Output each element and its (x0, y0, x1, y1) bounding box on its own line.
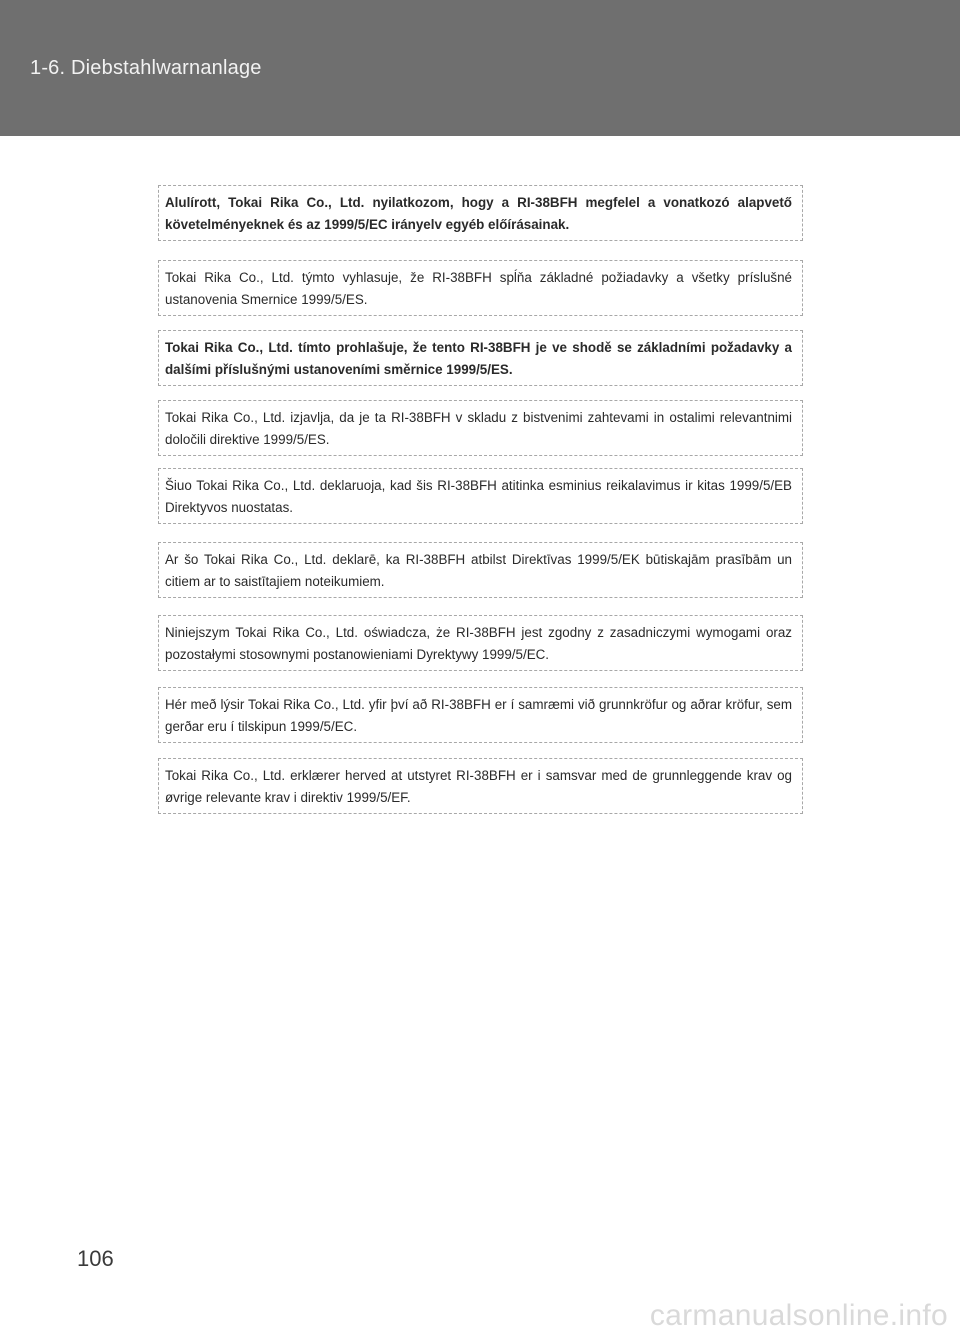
watermark-text: carmanualsonline.info (649, 1299, 948, 1332)
declaration-lithuanian: Šiuo Tokai Rika Co., Ltd. deklaruoja, kad šis RI-38BFH atitinka esminius reikalavimus ir kitas 1999/5/EB Direktyvos nuostatas. (158, 468, 803, 524)
declaration-icelandic: Hér með lýsir Tokai Rika Co., Ltd. yfir því að RI-38BFH er í samræmi við grunnkröfur og aðrar kröfur, sem gerðar eru í tilskipun 1999/5/EC. (158, 687, 803, 743)
section-title: 1-6. Diebstahlwarnanlage (30, 57, 262, 79)
page-number: 106 (77, 1246, 114, 1271)
page-header (0, 0, 960, 136)
declaration-norwegian: Tokai Rika Co., Ltd. erklærer herved at utstyret RI-38BFH er i samsvar med de grunnleggende krav og øvrige relevante krav i direktiv 1999/5/EF. (158, 758, 803, 814)
declaration-slovenian: Tokai Rika Co., Ltd. izjavlja, da je ta RI-38BFH v skladu z bistvenimi zahtevami in ostalimi relevantnimi določili direktive 1999/5/ES. (158, 400, 803, 456)
declaration-slovak: Tokai Rika Co., Ltd. týmto vyhlasuje, že RI-38BFH spĺňa základné požiadavky a všetky príslušné ustanovenia Smernice 1999/5/ES. (158, 260, 803, 316)
declaration-latvian: Ar šo Tokai Rika Co., Ltd. deklarē, ka RI-38BFH atbilst Direktīvas 1999/5/EK būtiskajām prasībām un citiem ar to saistītajiem noteikumiem. (158, 542, 803, 598)
declaration-czech: Tokai Rika Co., Ltd. tímto prohlašuje, že tento RI-38BFH je ve shodě se základními požadavky a dalšími příslušnými ustanoveními směrnice 1999/5/ES. (158, 330, 803, 386)
declaration-polish: Niniejszym Tokai Rika Co., Ltd. oświadcza, że RI-38BFH jest zgodny z zasadniczymi wymogami oraz pozostałymi stosownymi postanowieniami Dyrektywy 1999/5/EC. (158, 615, 803, 671)
declaration-hungarian: Alulírott, Tokai Rika Co., Ltd. nyilatkozom, hogy a RI-38BFH megfelel a vonatkozó alapvető követelményeknek és az 1999/5/EC irányelv egyéb előírásainak. (158, 185, 803, 241)
